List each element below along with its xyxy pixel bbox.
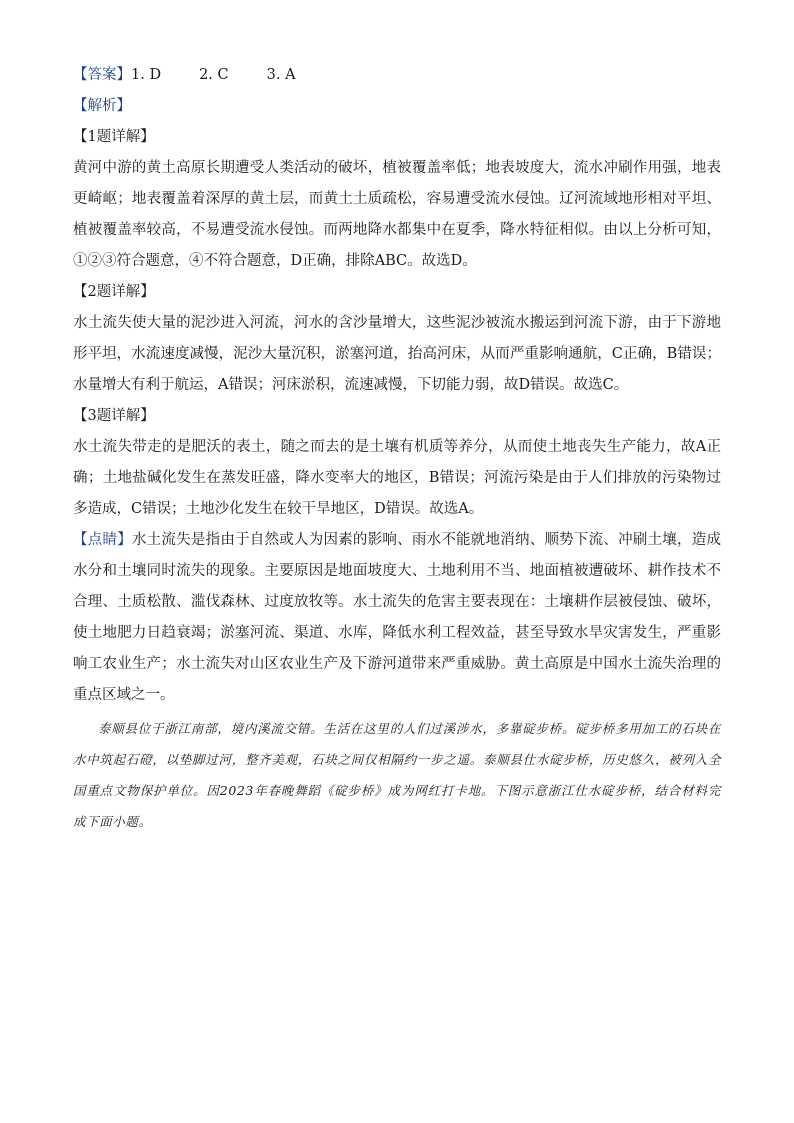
- key-point-paragraph: [73, 525, 721, 711]
- q3-explanation: 水土流失带走的是肥沃的表土，随之而去的是土壤有机质等养分，从而使土地丧失生产能力，故A正确；土地盐碱化发生在蒸发旺盛，降水变率大的地区，B错误；河流污染是由于人们排放的污染物过多造成，C错误；土地沙化发生在较干旱地区，D错误。故选A。: [73, 439, 721, 517]
- key-point-label: 【点睛】: [73, 532, 132, 548]
- q1-label: 【1题详解】: [73, 129, 155, 145]
- q2-label: 【2题详解】: [73, 284, 155, 300]
- material-paragraph: 泰顺县位于浙江南部，境内溪流交错。生活在这里的人们过溪涉水，多靠碇步桥。碇步桥多用加工的石块在水中筑起石磴，以垫脚过河，整齐美观，石块之间仅相隔约一步之遥。泰顺县仕水碇步桥，历史悠久，被列入全国重点文物保护单位。因2023年春晚舞蹈《碇步桥》成为网红打卡地。下图示意浙江仕水碇步桥，结合材料完成下面小题。: [73, 721, 721, 829]
- answer-line: [73, 60, 721, 91]
- answer-label: 【答案】: [73, 67, 131, 83]
- q1-heading: [73, 122, 721, 153]
- answer-item-3: 3. A: [266, 67, 296, 83]
- q2-heading: [73, 277, 721, 308]
- q2-explanation: 水土流失使大量的泥沙进入河流，河水的含沙量增大，这些泥沙被流水搬运到河流下游，由于下游地形平坦，水流速度减慢，泥沙大量沉积，淤塞河道，抬高河床，从而严重影响通航，C正确，B错误；水量增大有利于航运，A错误；河床淤积，流速减慢，下切能力弱，故D错误。故选C。: [73, 315, 721, 393]
- q3-heading: [73, 401, 721, 432]
- q1-explanation: 黄河中游的黄土高原长期遭受人类活动的破坏，植被覆盖率低；地表坡度大，流水冲刷作用强，地表更崎岖；地表覆盖着深厚的黄土层，而黄土土质疏松，容易遭受流水侵蚀。辽河流域地形相对平坦、植被覆盖率较高，不易遭受流水侵蚀。而两地降水都集中在夏季，降水特征相似。由以上分析可知，①②③符合题意，④不符合题意，D正确，排除ABC。故选D。: [73, 160, 721, 269]
- document-page: [73, 60, 721, 837]
- answer-item-2: 2. C: [199, 67, 229, 83]
- q3-label: 【3题详解】: [73, 408, 155, 424]
- key-point-text: 水土流失是指由于自然或人为因素的影响、雨水不能就地消纳、顺势下流、冲刷土壤，造成水分和土壤同时流失的现象。主要原因是地面坡度大、土地利用不当、地面植被遭破坏、耕作技术不合理、土质松散、滥伐森林、过度放牧等。水土流失的危害主要表现在：土壤耕作层被侵蚀、破坏，使土地肥力日趋衰竭；淤塞河流、渠道、水库，降低水利工程效益，甚至导致水旱灾害发生，严重影响工农业生产；水土流失对山区农业生产及下游河道带来严重威胁。黄土高原是中国水土流失治理的重点区域之一。: [73, 532, 722, 703]
- analysis-heading: [73, 91, 721, 122]
- answer-item-1: 1. D: [131, 67, 162, 83]
- analysis-label: 【解析】: [73, 98, 131, 114]
